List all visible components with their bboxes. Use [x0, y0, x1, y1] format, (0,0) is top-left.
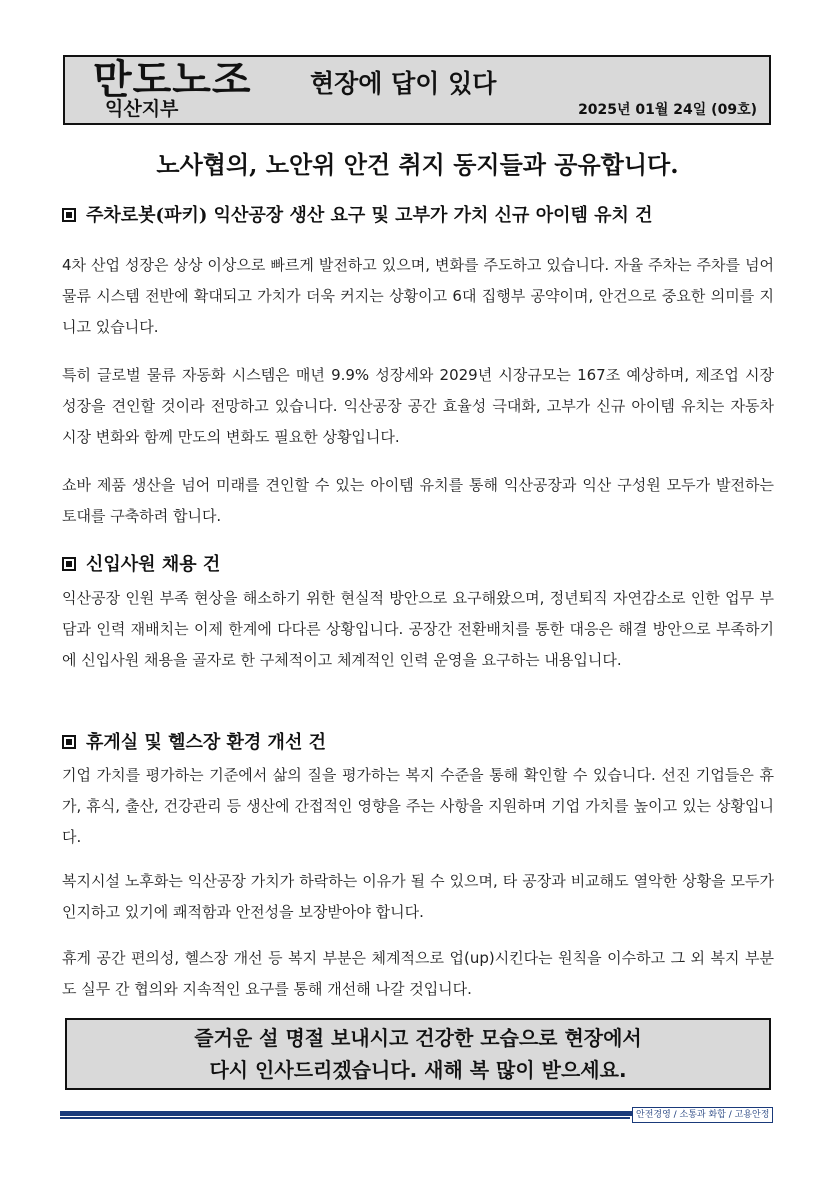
newsletter-header: [63, 55, 771, 125]
closing-line-2: 다시 인사드리겠습니다. 새해 복 많이 받으세요.: [209, 1058, 627, 1082]
page-title: 노사협의, 노안위 안건 취지 동지들과 공유합니다.: [156, 150, 679, 179]
paragraph: 복지시설 노후화는 익산공장 가치가 하락하는 이유가 될 수 있으며, 타 공장과 비교해도 열악한 상황을 모두가 인지하고 있기에 쾌적함과 안전성을 보장받아야 합니다.: [62, 872, 774, 921]
branch-name: 익산지부: [105, 98, 179, 120]
square-bullet-icon: [62, 208, 76, 222]
section-heading-recruitment: 신입사원 채용 건: [62, 553, 220, 577]
closing-line-1: 즐거운 설 명절 보내시고 건강한 모습으로 현장에서: [194, 1026, 642, 1050]
issue-date: 2025년 01월 24일 (09호): [578, 102, 757, 118]
paragraph: 익산공장 인원 부족 현상을 해소하기 위한 현실적 방안으로 요구해왔으며, 정년퇴직 자연감소로 인한 업무 부담과 인력 재배치는 이제 한계에 다다른 상황입니다. 공장간 전환배치를 통한 대응은 해결 방안으로 부족하기에 신입사원 채용을 골자로 한 구체적이고 체계적인 인력 운영을 요구하는 내용입니다.: [62, 589, 774, 669]
brand-logo-text: 만도노조: [93, 57, 252, 103]
paragraph: 쇼바 제품 생산을 넘어 미래를 견인할 수 있는 아이템 유치를 통해 익산공장과 익산 구성원 모두가 발전하는 토대를 구축하려 합니다.: [62, 476, 774, 525]
paragraph: 특히 글로벌 물류 자동화 시스템은 매년 9.9% 성장세와 2029년 시장규모는 167조 예상하며, 제조업 시장 성장을 견인할 것이라 전망하고 있습니다. 익산공장 공간 효율성 극대화, 고부가 신규 아이템 유치는 자동차 시장 변화와 함께 만도의 변화도 필요한 상황입니다.: [62, 366, 774, 446]
section-heading-welfare: 휴게실 및 헬스장 환경 개선 건: [62, 731, 326, 755]
footer-tag: 안전경영 / 소통과 화합 / 고용안정: [632, 1107, 773, 1123]
footer-divider-thin: [60, 1117, 630, 1119]
closing-message-box: [65, 1018, 771, 1090]
paragraph: 기업 가치를 평가하는 기준에서 삶의 질을 평가하는 복지 수준을 통해 확인할 수 있습니다. 선진 기업들은 휴가, 휴식, 출산, 건강관리 등 생산에 간접적인 영향을 주는 사항을 지원하며 기업 가치를 높이고 있는 상황입니다.: [62, 766, 774, 846]
square-bullet-icon: [62, 735, 76, 749]
slogan: 현장에 답이 있다: [310, 69, 497, 98]
section-heading-parking-robot: 주차로봇(파키) 익산공장 생산 요구 및 고부가 가치 신규 아이템 유치 건: [62, 204, 653, 228]
paragraph: 휴게 공간 편의성, 헬스장 개선 등 복지 부분은 체계적으로 업(up)시킨다는 원칙을 이수하고 그 외 복지 부분도 실무 간 협의와 지속적인 요구를 통해 개선해 나갈 것입니다.: [62, 949, 774, 998]
paragraph: 4차 산업 성장은 상상 이상으로 빠르게 발전하고 있으며, 변화를 주도하고 있습니다. 자율 주차는 주차를 넘어 물류 시스템 전반에 확대되고 가치가 더욱 커지는 상황이고 6대 집행부 공약이며, 안건으로 중요한 의미를 지니고 있습니다.: [62, 256, 774, 336]
square-bullet-icon: [62, 557, 76, 571]
